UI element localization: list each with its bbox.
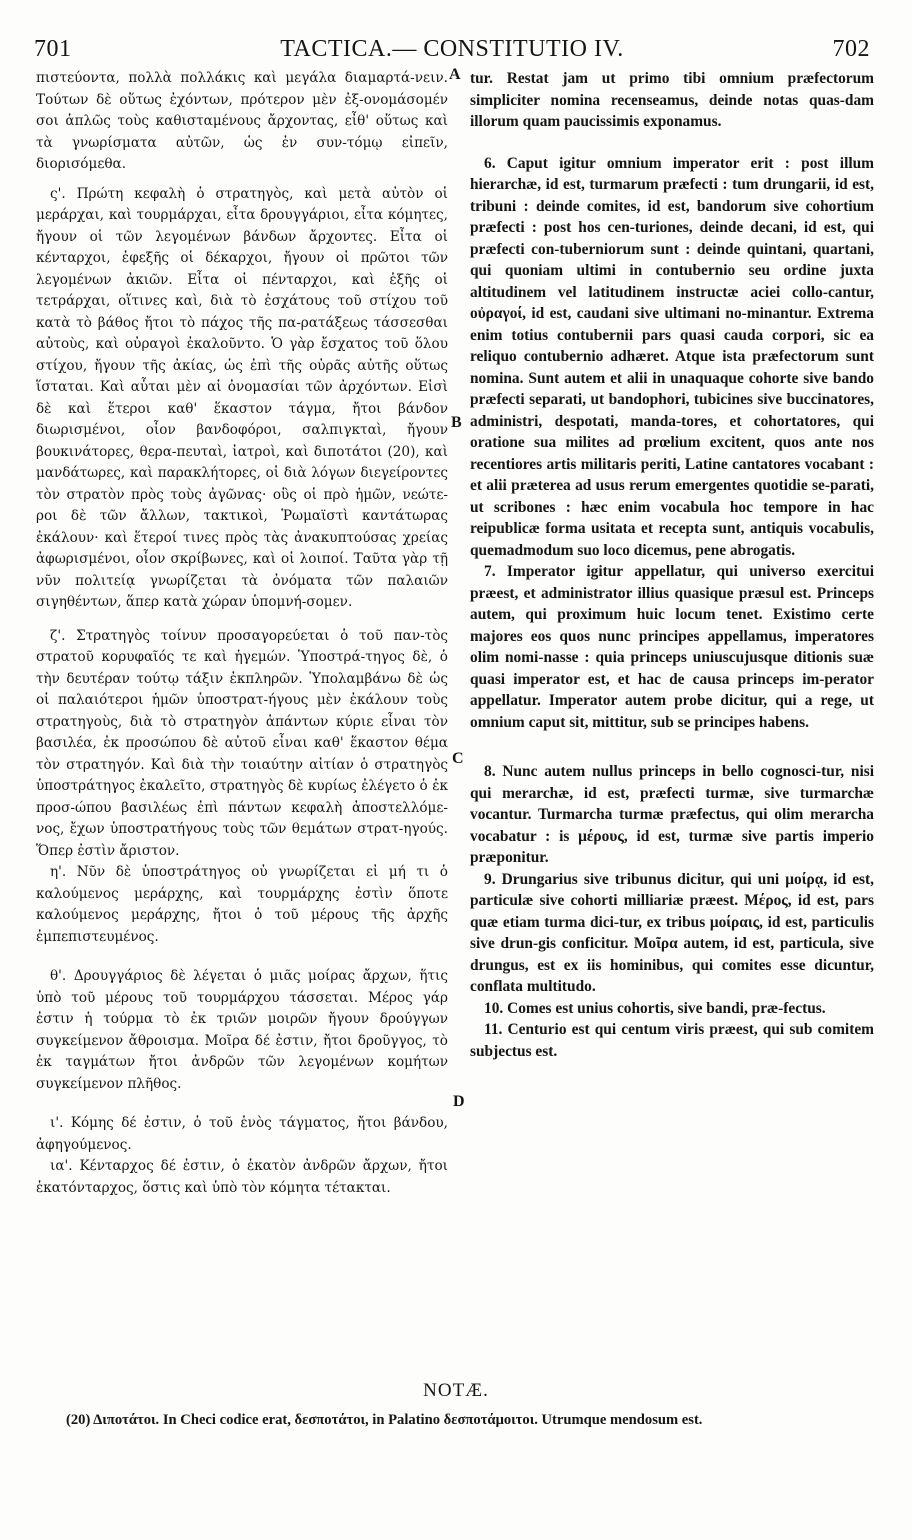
margin-marker-c: C [452, 750, 464, 767]
latin-column [470, 68, 874, 1062]
greek-section-11: ια'. Κένταρχος δέ ἐστιν, ὁ ἑκατὸν ἀνδρῶν ἄρχων, ἤτοι ἑκατόνταρχος, ὅστις καὶ ὑπὸ τὸν κόμητα τέτακται. [36, 1158, 448, 1196]
latin-section-10: 10. Comes est unius cohortis, sive bandi, præ-fectus. [484, 999, 826, 1017]
notes-heading: NOTÆ. [423, 1380, 489, 1401]
greek-paragraph-intro: πιστεύοντα, πολλὰ πολλάκις καὶ μεγάλα διαμαρτά-νειν. Τούτων δὲ οὕτως ἐχόντων, πρότερον μὲν ἐξ-ονομάσομέν σοι ἁπλῶς τοὺς καθισταμένους ἄρχοντας, εἶθ' οὕτως καὶ τὰ γνωρίσματα αὐτῶν, ὡς ἐν συν-τόμῳ εἰπεῖν, διορισόμεθα. [36, 70, 448, 172]
right-page-number: 702 [832, 36, 870, 62]
margin-marker-a: A [449, 66, 461, 83]
margin-marker-d: D [453, 1093, 465, 1110]
left-page-number: 701 [34, 36, 72, 62]
running-header [34, 36, 870, 66]
latin-section-7: 7. Imperator igitur appellatur, qui universo exercitui præest, et administrator illius quasique præsul est. Princeps autem, qui proximum huic locum tenet. Existimo certe majores eos quos nunc principes appellamus, imperatores olim nomi-nasse : quia princeps uniuscujusque ditionis suæ quasi imperator est, et hac de causa princeps im-perator appellatur. Imperator autem probe dicitur, qui a rege, ut omnium caput sit, mittitur, sub se principes habens. [470, 563, 874, 731]
greek-column [36, 68, 448, 1199]
latin-paragraph-intro: tur. Restat jam ut primo tibi omnium præfectorum simpliciter nomina recenseamus, deinde notas quas-dam illorum quam paucissimis exponamus. [470, 70, 874, 130]
footnote-20: (20) Διποτάτοι. In Checi codice erat, δεσποτάτοι, in Palatino δεσποτάμοιτοι. Utrumque mendosum est. [66, 1412, 703, 1428]
greek-section-6: ς'. Πρώτη κεφαλὴ ὁ στρατηγὸς, καὶ μετὰ αὐτὸν οἱ μεράρχαι, καὶ τουρμάρχαι, εἶτα δρουγγάριοι, εἶτα κόμητες, ἤγουν οἱ τῶν λεγομένων βάνδων ἄρχοντες. Εἶτα οἱ κένταρχοι, ἐφεξῆς οἱ δέκαρχοι, ἤγουν οἱ πρῶτοι τῶν λεγομένων ἀκιῶν. Εἶτα οἱ πένταρχοι, καὶ ἑξῆς οἱ τετράρχαι, οἵτινες καὶ, διὰ τὸ ἐσχάτους τοῦ στίχου τοῦ κατὰ τὸ βάθος ἤτοι τὸ πάχος τῆς πα-ρατάξεως τάσσεσθαι αὐτοὺς, καὶ οὐραγοὶ ἐκαλοῦντο. Ὁ γὰρ ἔσχατος τοῦ ὅλου στίχου, ἤγουν τῆς ἀκίας, ὡς ἐπὶ τῆς οὐρᾶς αὐτῆς οὕτως ἵσταται. Καὶ αὗται μὲν αἱ ὀνομασίαι τῶν ἀρχόντων. Εἰσὶ δὲ καὶ ἕτεροι καθ' ἕκαστον τάγμα, ἤτοι βάνδον διωρισμένοι, οἷον βανδοφόροι, σαλπιγκταὶ, ἤγουν βουκινάτορες, θερα-πευταὶ, ἰατροὶ, καὶ διποτάτοι (20), καὶ μανδάτωρες, καὶ παρακλήτορες, οἱ διὰ λόγων διεγείροντες τὸν στρατὸν πρὸς τοὺς ἀγῶνας· οὓς οἱ πρὸ ἡμῶν, νεώτε-ροι δὲ τῶν ἄλλων, τακτικοὶ, Ῥωμαϊστὶ καντάτωρας ἐκάλουν· καὶ ἕτεροί τινες πρὸς τὰς ἀνακυπτούσας χρείας ἀφωρισμένοι, οἷον σκρίβωνες, καὶ οἱ λοιποί. Ταῦτα γὰρ τῇ νῦν πολιτείᾳ γνωρίζεται τὰ ὀνόματα τῶν παλαιῶν σιγηθέντων, ἅπερ κατὰ χώραν ὑπομνή-σομεν. [36, 185, 448, 610]
latin-section-8: 8. Nunc autem nullus princeps in bello cognosci-tur, nisi qui merarchæ, id est, præfecti turmæ, sive turmarchæ vocantur. Turmarcha turmæ præfectus, qui olim merarcha vocabatur : is μέρους, id est, turmæ sive partis imperio præponitur. [470, 763, 874, 866]
latin-section-11: 11. Centurio est qui centum viris præest, qui sub comitem subjectus est. [470, 1021, 874, 1060]
latin-section-9: 9. Drungarius sive tribunus dicitur, qui uni μοίρᾳ, id est, particulæ sive cohorti milliariæ præest. Μέρος, id est, pars quæ etiam turma dici-tur, ex tribus μοίραις, id est, particulis sive drun-gis conficitur. Μοῖρα autem, id est, particula, sive drungus, est ex iis hominibus, qui comites esse dicuntur, conflata multitudo. [470, 870, 874, 995]
latin-section-6: 6. Caput igitur omnium imperator erit : post illum hierarchæ, id est, turmarum præfecti : tum drungarii, id est, tribuni : deinde comites, id est, bandorum sive cohortium præfecti : post hos cen-turiones, deinde decani, id est, qui præfecti con-tuberniorum sunt : deinde quintani, quartani, qui quoniam ultimi in contubernio seu ordine juxta altitudinem vel latitudinem instructæ aciei collo-cantur, οὐραγοί, id est, caudani sive ultimani no-minantur. Extrema enim totius contubernii pars quasi cauda corpori, sic ea reliquo contubernio adhæret. Atque ista præfectorum sunt nomina. Sunt autem et alii in unaquaque cohorte sive bando præfecti separati, ut bandophori, tubicines sive buccinatores, administri, despotati, manda-tores, et cohortatores, qui oratione sua milites ad prœlium excitent, quos ante nos recentiores artis militaris periti, Latine cantatores vocabant : et alii præterea ad usus rerum emergentes quotidie se-parati, ut scribones : hæc enim vocabula hoc tempore in hac reipublicæ forma usitata et recepta sunt, antiquis vocabulis, quemadmodum suo loco dicemus, pene abrogatis. [470, 154, 874, 559]
greek-section-9: θ'. Δρουγγάριος δὲ λέγεται ὁ μιᾶς μοίρας ἄρχων, ἥτις ὑπὸ τοῦ μέρους τοῦ τουρμάρχου τάσσεται. Μέρος γάρ ἐστιν ἡ τούρμα τὸ ἐκ τριῶν μοιρῶν ἤγουν δρούγγων συγκείμενον ἄθροισμα. Μοῖρα δέ ἐστιν, ἤτοι δροῦγγος, τὸ ἐκ ταγμάτων ἤτοι ἀνδρῶν τῶν λεγομένων κομήτων συγκείμενον πλῆθος. [36, 968, 448, 1092]
greek-section-8: η'. Νῦν δὲ ὑποστράτηγος οὐ γνωρίζεται εἰ μή τι ὁ καλούμενος μεράρχης, καὶ τουρμάρχης ἐστὶν ὅποτε καλούμενος μεράρχης, ἤτοι ὁ τοῦ μέρους τῆς ἀρχῆς ἐμπεπιστευμένος. [36, 864, 448, 945]
greek-section-10: ι'. Κόμης δέ ἐστιν, ὁ τοῦ ἑνὸς τάγματος, ἤτοι βάνδου, ἀφηγούμενος. [36, 1115, 448, 1153]
margin-marker-b: B [451, 414, 462, 431]
greek-section-7: ζ'. Στρατηγὸς τοίνυν προσαγορεύεται ὁ τοῦ παν-τὸς στρατοῦ κορυφαῖός τε καὶ ἡγεμών. Ὑποστρά-τηγος δὲ, ὁ τὴν δευτέραν τούτῳ τάξιν ἐκπληρῶν. Ὑπολαμβάνω δὲ ὡς οἱ παλαιότεροι ἡμῶν ὑποστρατ-ήγους μὲν ἐκάλουν τοὺς στρατηγοὺς, διὰ τὸ στρατηγὸν ἁπάντων κύριε εἶναι τὸν βασιλέα, ἐκ προσώπου δὲ αὐτοῦ εἶναι καθ' ἕκαστον θέμα τὸν στρατηγόν. Καὶ διὰ τὴν τοιαύτην αἰτίαν ὁ στρατηγὸς ὑποστράτηγος ἐκαλεῖτο, στρατηγὸς δὲ κυρίως ἐλέγετο ὁ ἐκ προσ-ώπου βασιλέως ἐπὶ πάντων κεφαλὴ ἀποστελλόμε-νος, ἔχων ὑποστρατήγους τοὺς τῶν θεμάτων στρατ-ηγούς. Ὅπερ ἐστὶν ἄριστον. [36, 627, 448, 859]
running-title: TACTICA.— CONSTITUTIO IV. [280, 36, 624, 62]
